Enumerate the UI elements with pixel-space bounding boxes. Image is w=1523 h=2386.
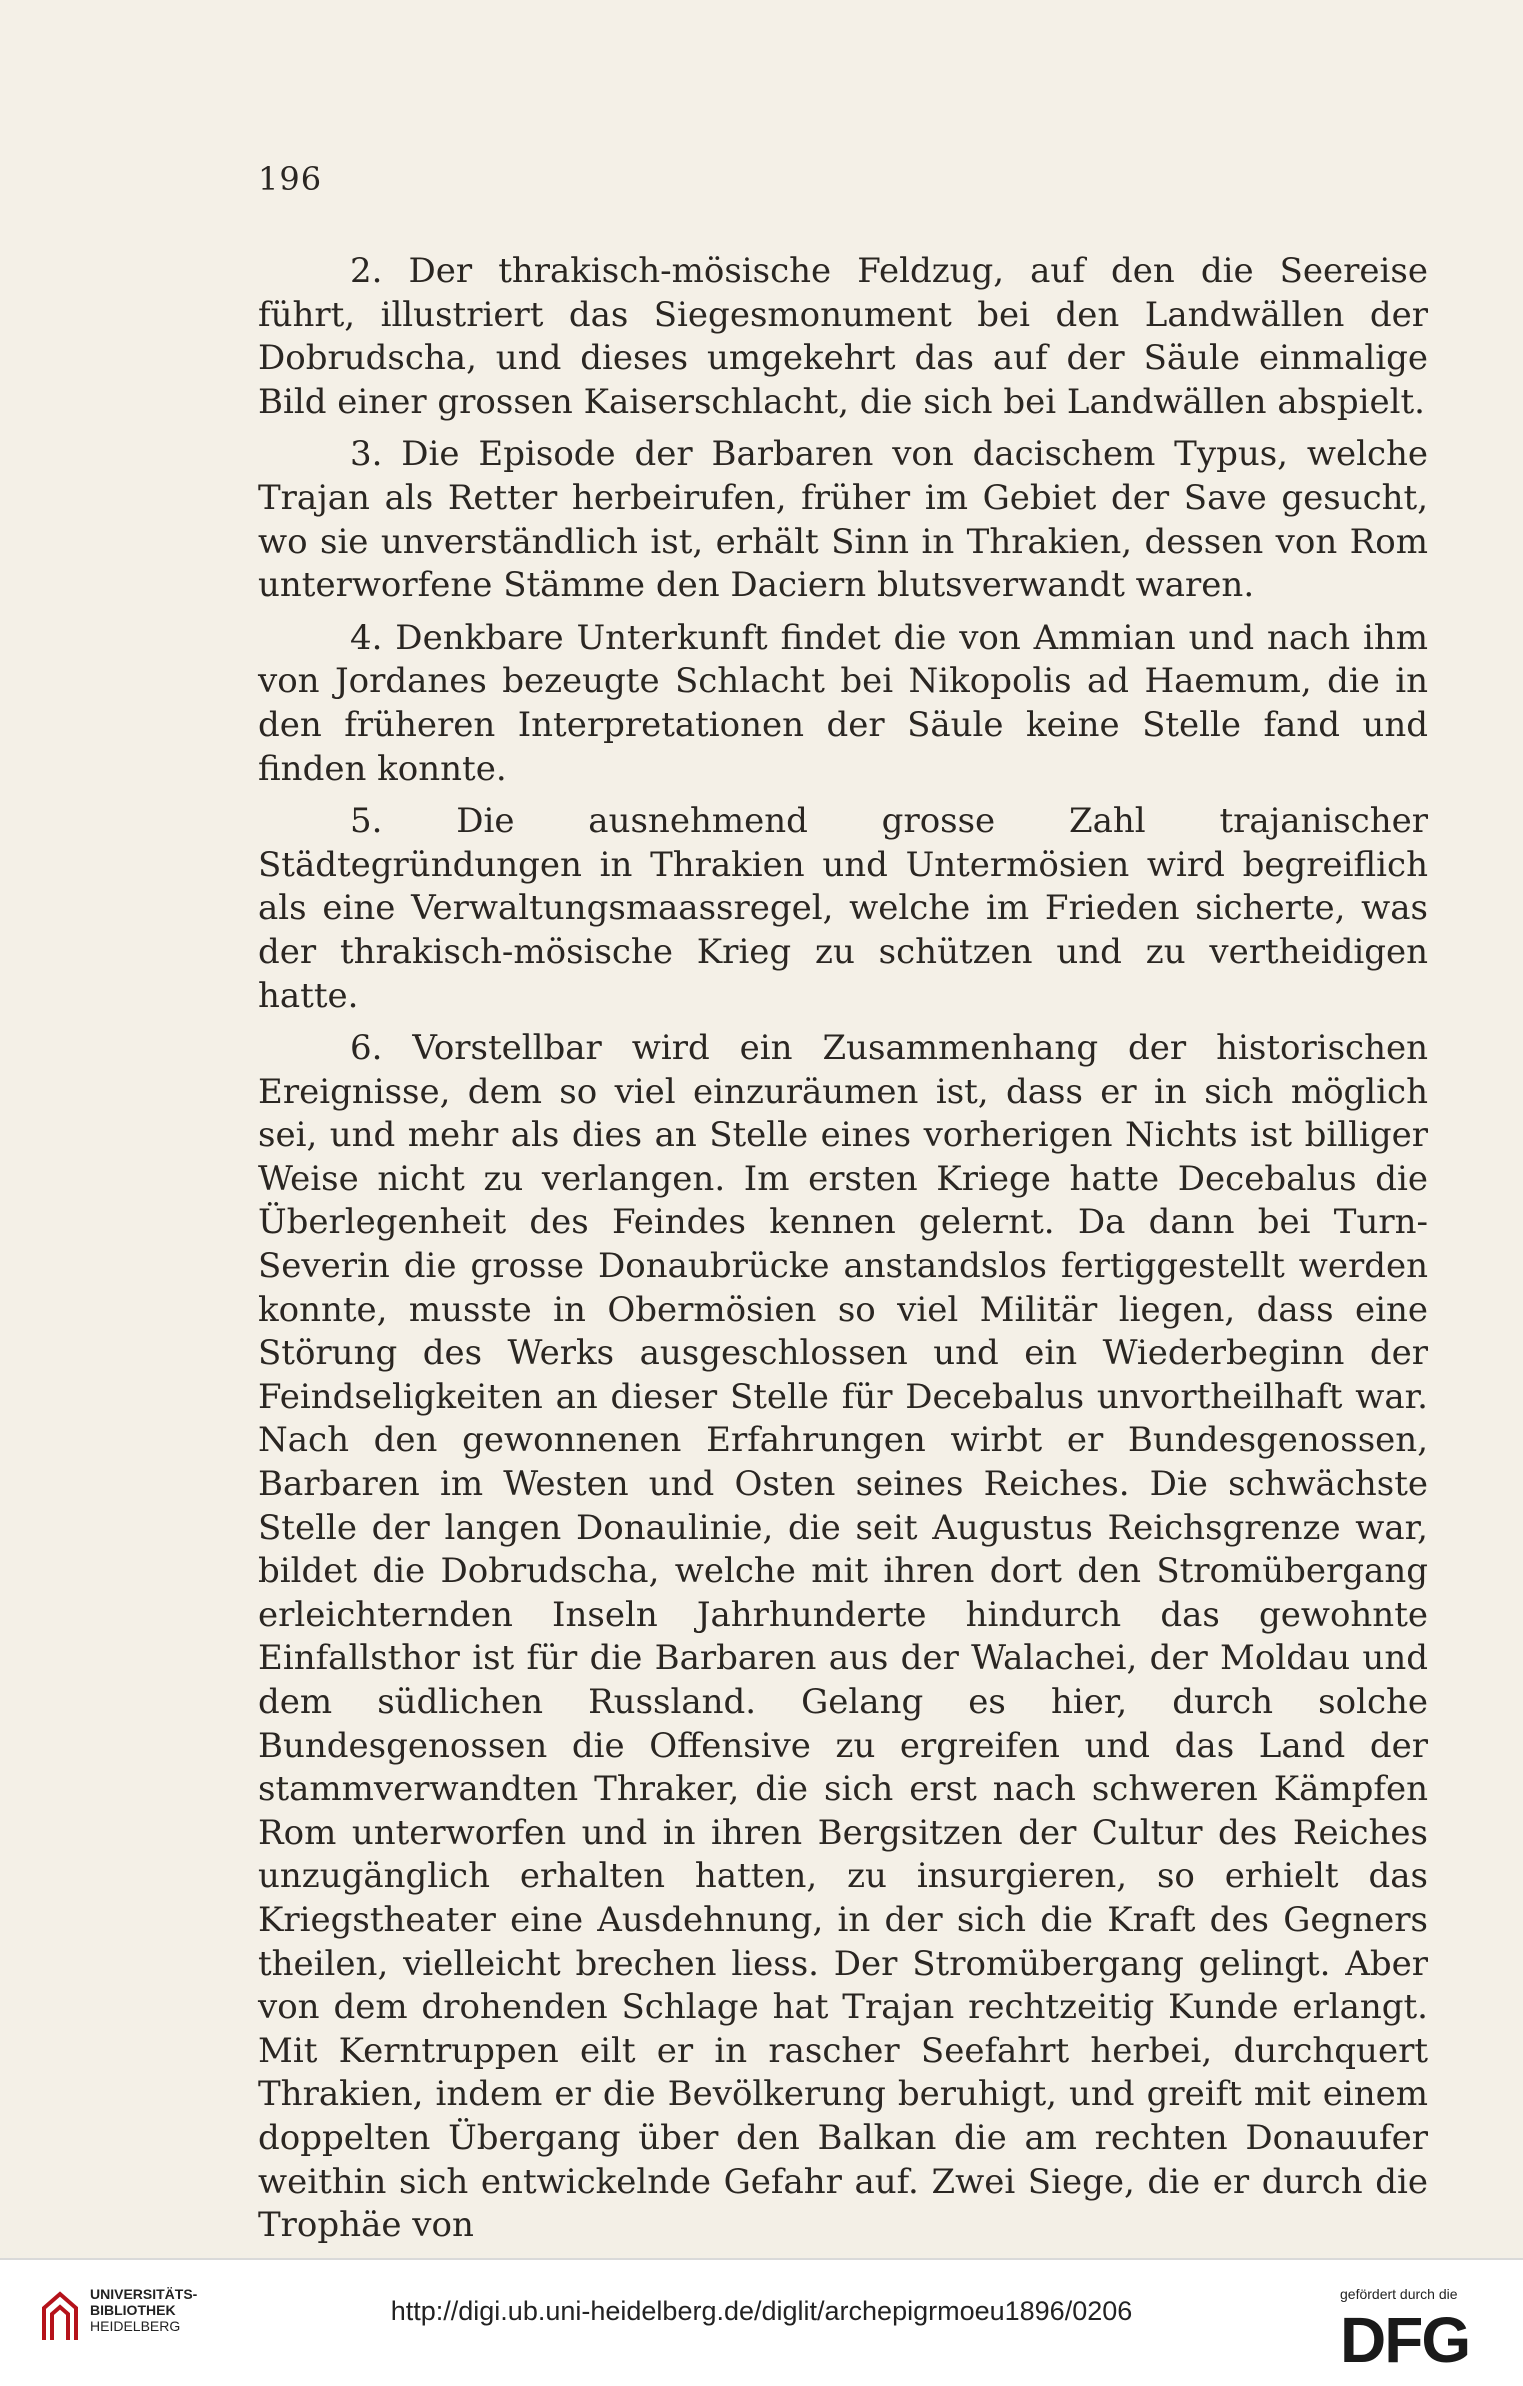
library-name-line2: BIBLIOTHEK (90, 2302, 176, 2318)
source-url-link[interactable]: http://digi.ub.uni-heidelberg.de/diglit/archepigrmoeu1896/0206 (390, 2296, 1133, 2326)
paragraph-5: 5. Die ausnehmend grosse Zahl trajanischer Städtegründungen in Thrakien und Untermösien wird begreiflich als eine Verwaltungsmaassregel, welche im Frieden sicherte, was der thrakisch-mösische Krieg zu schützen und zu vertheidigen hatte. (258, 801, 1428, 1016)
dfg-logo: DFG (1340, 2304, 1470, 2376)
paragraph-6: 6. Vorstellbar wird ein Zusammenhang der historischen Ereignisse, dem so viel einzuräumen ist, dass er in sich möglich sei, und mehr als dies an Stelle eines vorherigen Nichts ist billiger Weise nicht zu verlangen. Im ersten Kriege hatte Decebalus die Überlegenheit des Feindes kennen gelernt. Da dann bei Turn-Severin die grosse Donaubrücke anstandslos fertiggestellt werden konnte, musste in Obermösien so viel Militär liegen, dass eine Störung des Werks ausgeschlossen und ein Wiederbeginn der Feindseligkeiten an dieser Stelle für Decebalus unvortheilhaft war. Nach den gewonnenen Erfahrungen wirbt er Bundesgenossen, Barbaren im Westen und Osten seines Reiches. Die schwächste Stelle der langen Donaulinie, die seit Augustus Reichsgrenze war, bildet die Dobrudscha, welche mit ihren dort den Stromübergang erleichternden Inseln Jahrhunderte hindurch das gewohnte Einfallsthor ist für die Barbaren aus der Walachei, der Moldau und dem südlichen Russland. Gelang es hier, durch solche Bundesgenossen die Offensive zu ergreifen und das Land der stammverwandten Thraker, die sich erst nach schweren Kämpfen Rom unterworfen und in ihren Bergsitzen der Cultur des Reiches unzugänglich erhalten hatten, zu insurgieren, so erhielt das Kriegstheater eine Ausdehnung, in der sich die Kraft des Gegners theilen, vielleicht brechen liess. Der Stromübergang gelingt. Aber von dem drohenden Schlage hat Trajan rechtzeitig Kunde erlangt. Mit Kerntruppen eilt er in rascher Seefahrt herbei, durchquert Thrakien, indem er die Bevölkerung beruhigt, und greift mit einem doppelten Übergang über den Balkan die am rechten Donauufer weithin sich entwickelnde Gefahr auf. Zwei Siege, die er durch die Trophäe von (258, 1028, 1428, 2246)
body-text (258, 250, 1428, 2257)
paragraph-2: 2. Der thrakisch-mösische Feldzug, auf den die Seereise führt, illustriert das Siegesmonument bei den Landwällen der Dobrudscha, und dieses umgekehrt das auf der Säule einmalige Bild einer grossen Kaiserschlacht, die sich bei Landwällen abspielt. (258, 251, 1428, 422)
page-number: 196 (258, 160, 323, 198)
paragraph-3: 3. Die Episode der Barbaren von dacischem Typus, welche Trajan als Retter herbeirufen, früher im Gebiet der Save gesucht, wo sie unverständlich ist, erhält Sinn in Thrakien, dessen von Rom unterworfene Stämme den Daciern blutsverwandt waren. (258, 434, 1428, 606)
paragraph-4: 4. Denkbare Unterkunft findet die von Ammian und nach ihm von Jordanes bezeugte Schlacht bei Nikopolis ad Haemum, die in den früheren Interpretationen der Säule keine Stelle fand und finden konnte. (258, 617, 1428, 789)
funder-label: gefördert durch die (1340, 2286, 1458, 2302)
footer-divider (0, 2258, 1523, 2260)
library-name-line1: UNIVERSITÄTS- (90, 2286, 198, 2302)
library-name-line3: HEIDELBERG (90, 2318, 181, 2334)
